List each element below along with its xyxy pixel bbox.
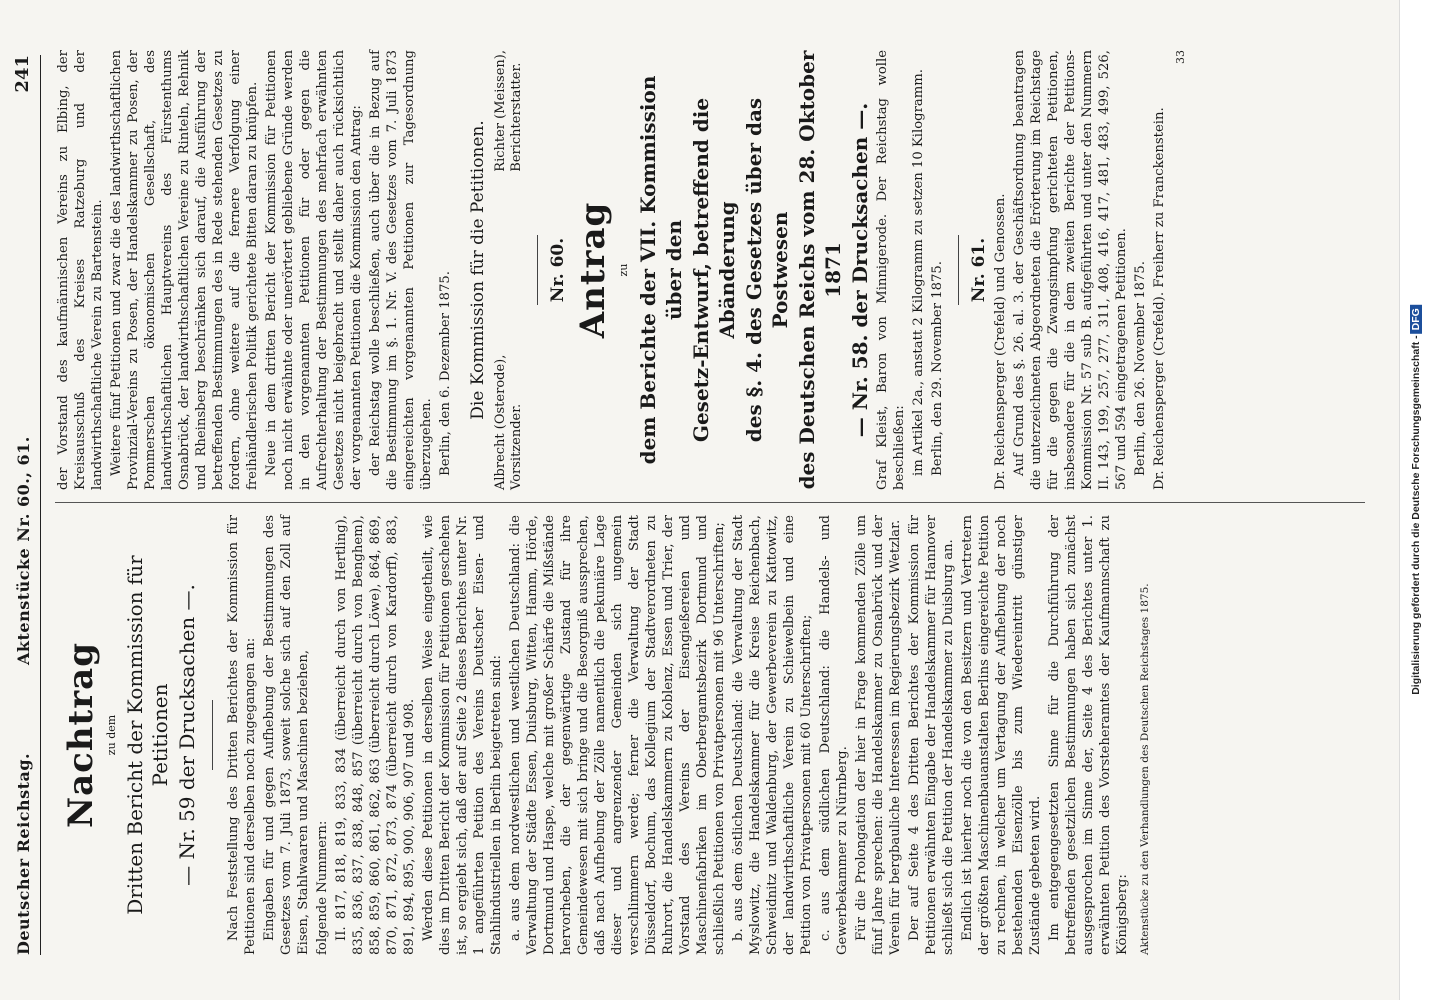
- paragraph: Dr. Reichensperger (Crefeld) und Genossen.: [993, 193, 1008, 490]
- paragraph: der Reichstag wolle beschließen, auch über die in Bezug auf die Bestimmung im §. 1. Nr. V. des Gesetzes vom 7. Juli 1873 eingereichten vorgenannten Petitionen zur Tagesordnung überzugehen.: [368, 50, 434, 490]
- paragraph: Nach Feststellung des Dritten Berichtes der Kommission für Petitionen sind derselben noch zugegangen an:: [226, 515, 258, 955]
- signature-number: 33: [1174, 50, 1187, 64]
- divider: [212, 700, 213, 770]
- header-left: Deutscher Reichstag.: [14, 752, 33, 955]
- left-column: [55, 515, 1154, 955]
- antrag-line1: dem Berichte der VII. Kommission über den: [636, 75, 686, 465]
- digitization-credit: [1410, 305, 1422, 695]
- right-column: [55, 50, 1189, 490]
- list-item: c. aus dem südlichen Deutschland: die Handels- und Gewerbekammer zu Nürnberg.: [818, 515, 850, 955]
- antrag-line2: Gesetz-Entwurf, betreffend die Abänderung: [689, 97, 739, 443]
- antrag-line3: des §. 4. des Gesetzes über das Postwesen: [742, 97, 792, 443]
- paragraph: Graf Kleist, Baron von Minnigerode. Der Reichstag wolle beschließen:: [875, 50, 907, 490]
- list-item: a. aus dem nordwestlichen und westlichen Deutschland: die Verwaltung der Städte Essen, Duisburg, Witten, Hamm, Hörde, Dortmund und Haspe, welche mit großer Schärfe die Mißstände hervorheben, die der gegenwärtige Zustand für ihre Gemeindewesen mit sich bringe und die Besorgniß aussprechen, daß nach Aufhebung der Zölle namentlich die pekuniäre Lage dieser und angrenzender Gemeinden sich ungemein verschlimmern werde; ferner die Verwaltung der Stadt Düsseldorf, Bochum, das Kollegium der Stadtverordneten zu Ruhrort, die Handelskammern zu Koblenz, Essen und Trier, der Vorstand des Vereins der Eisengießereien und Maschinenfabriken im Oberbergamtsbezirk Dortmund und schließlich Petitionen von Privatpersonen mit 96 Unterschriften;: [508, 515, 727, 955]
- date: Berlin, den 26. November 1875.: [1133, 261, 1148, 476]
- title-nachtrag: Nachtrag: [61, 642, 101, 828]
- page-header: [10, 55, 41, 955]
- digitization-strip: [1399, 0, 1432, 1000]
- list-item: b. aus dem östlichen Deutschland: die Verwaltung der Stadt Myslowitz, die Handelskammer für die Kreise Reichenbach, Schweidnitz und Waldenburg, der Gewerbeverein zu Kattowitz, der landwirthschaftliche Verein zu Schiewelbein und eine Petition von Privatpersonen mit 60 Unterschriften;: [731, 515, 814, 955]
- paragraph: Für die Prolongation der hier in Frage kommenden Zölle um fünf Jahre sprechen: die Handelskammer zu Osnabrück und der Verein für bergbauliche Interessen im Regierungsbezirk Wetzlar.: [854, 515, 903, 955]
- paragraph: der Vorstand des kaufmännischen Vereins zu Elbing, der Kreisausschuß des Kreises Ratzeburg und der landwirthschaftliche Verein zu Bartenstein.: [56, 50, 105, 490]
- zu-dem: zu dem: [105, 714, 118, 756]
- signatures: [493, 50, 525, 490]
- paragraph: Auf Grund des §. 26. al. 3. der Geschäftsordnung beantragen die unterzeichneten Abgeordneten die Erörterung im Reichstage für die gegen die Zwangsimpfung gerichteten Petitionen, insbesondere für die in dem zweiten Berichte der Petitions-Kommission Nr. 57 sub B. aufgeführten und unter den Nummern II. 143, 199, 257, 277, 311, 408, 416, 417, 481, 483, 499, 526, 567 und 594 eingetragenen Petitionen.: [1012, 50, 1129, 490]
- zu: zu: [617, 263, 630, 277]
- dfg-logo: DFG: [1410, 305, 1422, 333]
- paragraph: Weitere fünf Petitionen und zwar die des landwirthschaftlichen Provinzial-Vereins zu Posen, der Handelskammer zu Posen, der Pommerschen ökonomischen Gesellschaft, des landwirthschaftlichen Hauptvereins des Fürstenthums Osnabrück, der landwirthschaftlichen Vereine zu Rinteln, Rehnik und Rheinsberg beschränken sich darauf, die Ausführung der betreffenden Bestimmungen des in Rede stehenden Gesetzes zu fordern, ohne weitere auf die fernere Verfolgung einer freihändlerischen Politik gerichtete Bitten daran zu knüpfen.: [109, 50, 260, 490]
- paragraph: Im entgegengesetzten Sinne für die Durchführung der betreffenden gesetzlichen Bestimmungen haben sich zunächst ausgesprochen im Sinne der, Seite 4 des Berichtes unter 1. erwähnten Petition des Vorsteheramtes der Kaufmannschaft zu Königsberg:: [1047, 515, 1130, 955]
- page-footer: Aktenstücke zu den Verhandlungen des Deutschen Reichstages 1875.: [1139, 583, 1151, 955]
- subtitle-line1: Dritten Bericht der Kommission für Petitionen: [123, 555, 172, 915]
- paragraph: Dr. Reichensperger (Crefeld). Freiherr zu Franckenstein.: [1152, 107, 1167, 490]
- paragraph: Endlich ist hierher noch die von den Besitzern und Vertretern der größten Maschinenbauanstalten Berlins eingereichte Petition zu rechnen, in welcher um Vertagung der Aufhebung der noch bestehenden Eisenzölle bis zum Wiedereintritt günstiger Zustände gebeten wird.: [960, 515, 1043, 955]
- page-number: 241: [12, 55, 33, 93]
- divider: [537, 235, 538, 305]
- subtitle-line2: — Nr. 59 der Drucksachen —.: [175, 584, 199, 886]
- date: Berlin, den 29. November 1875.: [930, 261, 945, 476]
- paragraph: Werden diese Petitionen in derselben Weise eingetheilt, wie dies im Dritten Bericht der Kommission für Petitionen geschehen ist, so ergiebt sich, daß der auf Seite 2 dieses Berichtes unter Nr. 1 angeführten Petition des Vereins Deutscher Eisen- und Stahlindustriellen in Berlin beigetreten sind:: [421, 515, 504, 955]
- petition-numbers: II. 817, 818, 819, 833, 834 (überreicht durch von Hertling), 835, 836, 837, 838, 848, 857 (überreicht durch von Benghem), 858, 859, 860, 861, 862, 863 (überreicht durch Löwe), 864, 869, 870, 871, 872, 873, 874 (überreicht durch von Kardorff), 883, 891, 894, 895, 900, 906, 907 und 908.: [334, 515, 417, 955]
- column-divider: [55, 502, 1365, 503]
- signature-chair: [493, 355, 525, 490]
- signature-role: Vorsitzender.: [509, 403, 524, 490]
- date: Berlin, den 6. Dezember 1875.: [438, 271, 453, 476]
- antrag-line5: — Nr. 58. der Drucksachen —.: [848, 102, 872, 438]
- title-antrag: Antrag: [573, 201, 613, 339]
- divider: [958, 235, 959, 305]
- signature-role: Berichterstatter.: [509, 62, 524, 172]
- commission-heading: Die Kommission für die Petitionen.: [468, 120, 488, 420]
- header-middle: Aktenstücke Nr. 60., 61.: [14, 436, 33, 665]
- section-number-60: Nr. 60.: [548, 237, 568, 303]
- antrag-line4: des Deutschen Reichs vom 28. Oktober 1871: [795, 50, 845, 490]
- signature-name: Richter (Meissen),: [493, 50, 508, 172]
- paragraph: folgende Nummern:: [315, 820, 330, 955]
- paragraph: im Artikel 2a., anstatt 2 Kilogramm zu setzen 10 Kilogramm.: [911, 69, 926, 476]
- signature-name: Albrecht (Osterode),: [493, 354, 508, 490]
- section-number-61: Nr. 61.: [969, 237, 989, 303]
- paragraph: Der auf Seite 4 des Dritten Berichtes der Kommission für Petitionen erwähnten Eingabe der Handelskammer für Hannover schließt sich die Petition der Handelskammer zu Duisburg an.: [907, 515, 956, 955]
- paragraph: Eingaben für und gegen Aufhebung der Bestimmungen des Gesetzes vom 7. Juli 1873, soweit solche sich auf den Zoll auf Eisen, Stahlwaaren und Maschinen beziehen,: [262, 515, 311, 955]
- paragraph: Neue in dem dritten Bericht der Kommission für Petitionen noch nicht erwähnte oder unerörtert gebliebene Gründe werden in den vorgenannten Petitionen für oder gegen die Aufrechterhaltung der Bestimmungen des mehrfach erwähnten Gesetzes nicht beigebracht und stellt daher auch rücksichtlich der vorgenannten Petitionen die Kommission den Antrag:: [264, 50, 364, 490]
- signature-rapporteur: [493, 50, 525, 172]
- credit-text: Digitalisierung gefördert durch die Deutsche Forschungsgemeinschaft -: [1410, 335, 1422, 695]
